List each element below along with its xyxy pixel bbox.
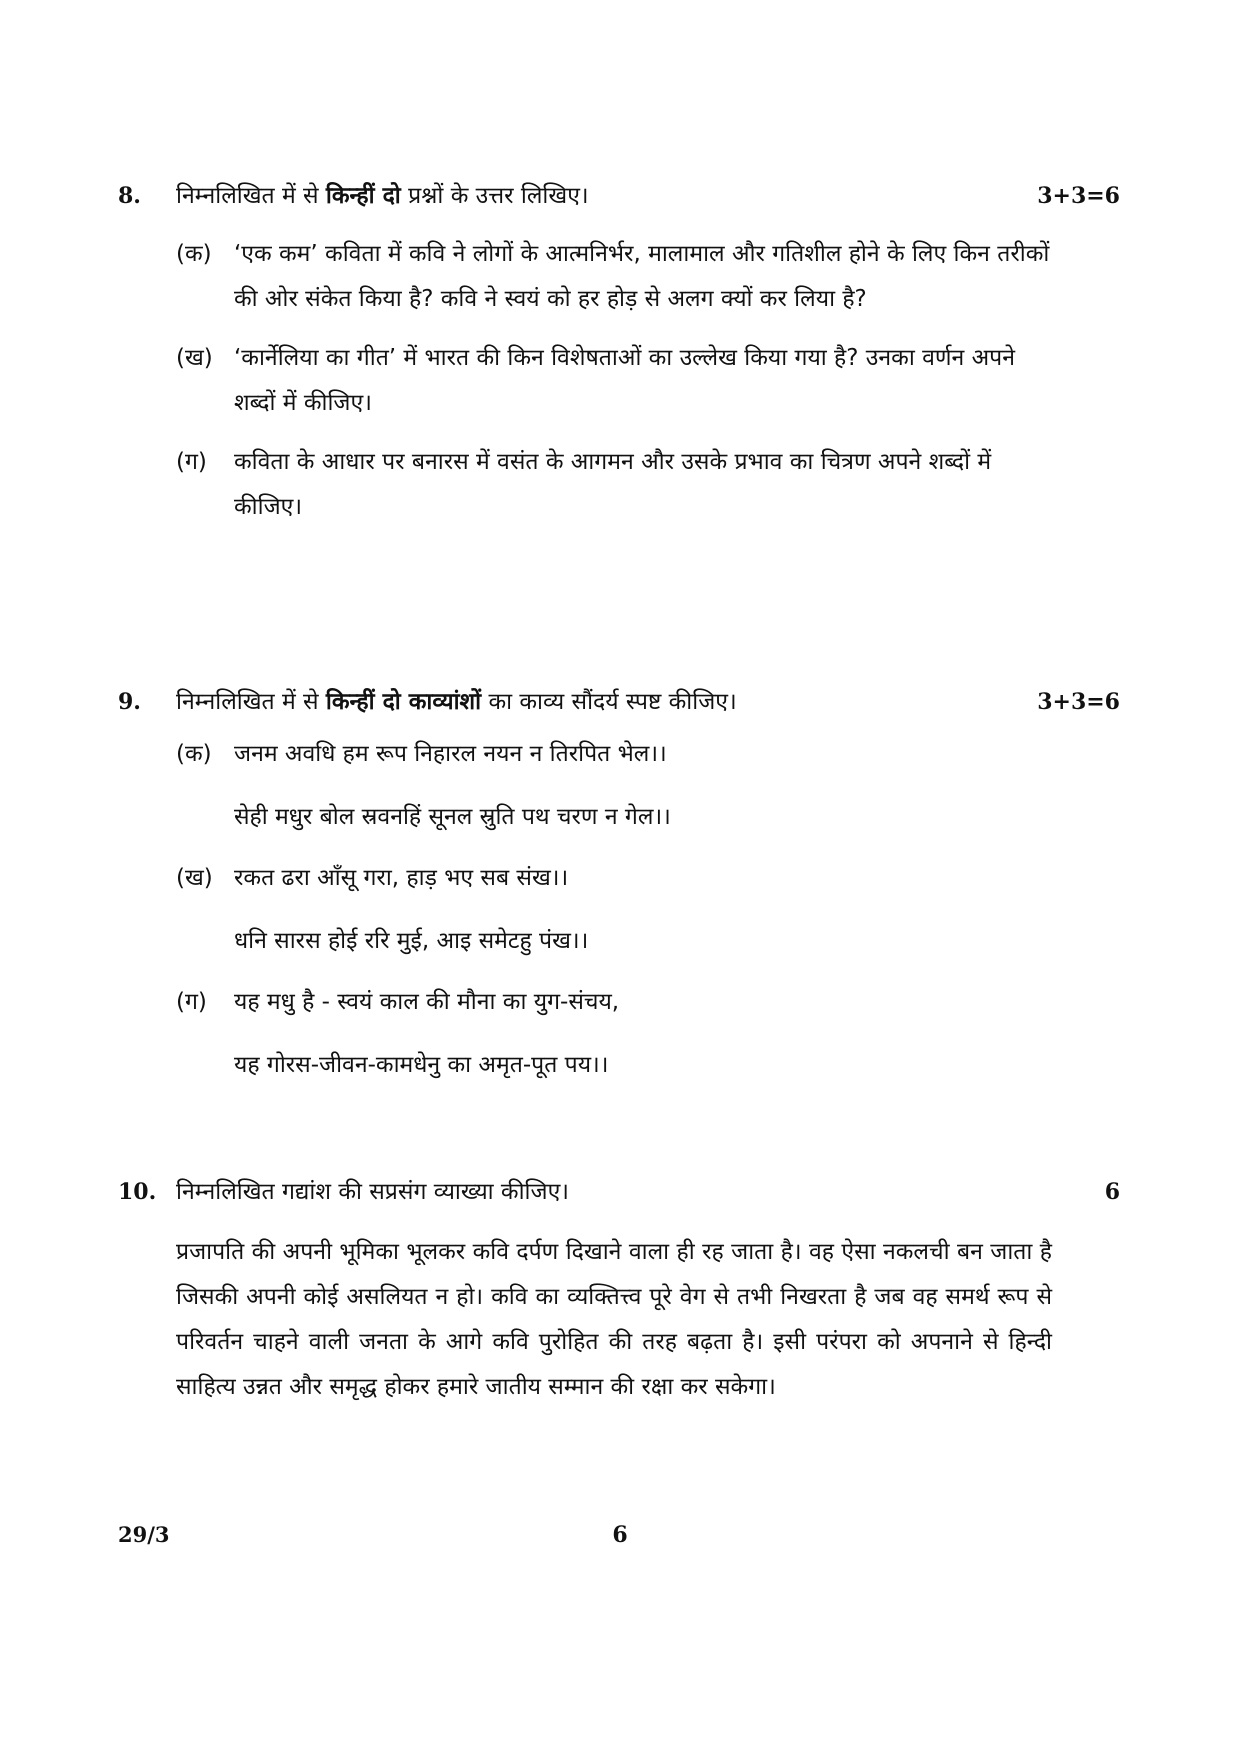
- question-9: [0, 680, 1240, 1088]
- option-label: (ख): [176, 345, 213, 371]
- question-10: [0, 1170, 1240, 1410]
- question-text-bold: किन्हीं दो काव्यांशों: [325, 689, 482, 715]
- option-kha: [0, 856, 1240, 964]
- question-text-part: का काव्य सौंदर्य स्पष्ट कीजिए।: [481, 689, 737, 715]
- option-ka: [0, 732, 1240, 840]
- question-8-header: [0, 174, 1240, 218]
- paper-code: 29/3: [118, 1522, 170, 1547]
- option-label: (क): [176, 741, 212, 767]
- question-marks: 3+3=6: [1037, 689, 1120, 715]
- question-text-part: निम्नलिखित में से: [176, 183, 326, 209]
- option-text: कविता के आधार पर बनारस में वसंत के आगमन और उसके प्रभाव का चित्रण अपने शब्दों में कीजिए।: [234, 449, 992, 520]
- option-label: (क): [176, 241, 212, 267]
- question-marks: 6: [1104, 1179, 1120, 1205]
- question-text-bold: किन्हीं दो: [325, 183, 401, 209]
- question-10-header: [0, 1170, 1240, 1214]
- question-text-part: निम्नलिखित में से: [176, 689, 326, 715]
- option-ga: [0, 980, 1240, 1088]
- question-number: 10.: [118, 1179, 157, 1205]
- question-text-part: प्रश्नों के उत्तर लिखिए।: [400, 183, 589, 209]
- question-number: 9.: [118, 689, 141, 715]
- verse-line: यह मधु है - स्वयं काल की मौना का युग-संचय,: [234, 989, 620, 1015]
- verse-line: जनम अवधि हम रूप निहारल नयन न तिरपित भेल।।: [234, 741, 667, 767]
- question-marks: 3+3=6: [1037, 183, 1120, 209]
- option-label: (ग): [176, 449, 207, 475]
- question-number: 8.: [118, 183, 141, 209]
- option-kha: [0, 336, 1240, 426]
- question-text: [176, 174, 589, 218]
- verse-line: सेही मधुर बोल स्रवनहिं सूनल स्रुति पथ चरण न गेल।।: [234, 804, 671, 830]
- question-text: [176, 680, 737, 724]
- verse-line: धनि सारस होई ररि मुई, आइ समेटहु पंख।।: [234, 928, 589, 954]
- option-label: (ग): [176, 989, 207, 1015]
- option-label: (ख): [176, 865, 213, 891]
- passage-text: प्रजापति की अपनी भूमिका भूलकर कवि दर्पण दिखाने वाला ही रह जाता है। वह ऐसा नकलची बन जाता है जिसकी अपनी कोई असलियत न हो। कवि का व्यक्तित्त्व पूरे वेग से तभी निखरता है जब वह समर्थ रूप से परिवर्तन चाहने वाली जनता के आगे कवि पुरोहित की तरह बढ़ता है। इसी परंपरा को अपनाने से हिन्दी साहित्य उन्नत और समृद्ध होकर हमारे जातीय सम्मान की रक्षा कर सकेगा।: [176, 1239, 1052, 1400]
- verse-line: यह गोरस-जीवन-कामधेनु का अमृत-पूत पय।।: [234, 1052, 609, 1078]
- page-number: 6: [612, 1522, 628, 1548]
- page-footer: [0, 1522, 1240, 1562]
- option-ka: [0, 232, 1240, 322]
- verse-line: रकत ढरा आँसू गरा, हाड़ भए सब संख।।: [234, 865, 569, 891]
- option-ga: [0, 440, 1240, 530]
- option-text: ‘कार्नेलिया का गीत’ में भारत की किन विशेषताओं का उल्लेख किया गया है? उनका वर्णन अपने शब्दों में कीजिए।: [234, 345, 1015, 416]
- question-text: निम्नलिखित गद्यांश की सप्रसंग व्याख्या कीजिए।: [176, 1179, 570, 1205]
- question-9-header: [0, 680, 1240, 724]
- option-text: ‘एक कम’ कविता में कवि ने लोगों के आत्मनिर्भर, मालामाल और गतिशील होने के लिए किन तरीकों की ओर संकेत किया है? कवि ने स्वयं को हर होड़ से अलग क्यों कर लिया है?: [234, 241, 1050, 312]
- question-8: [0, 174, 1240, 530]
